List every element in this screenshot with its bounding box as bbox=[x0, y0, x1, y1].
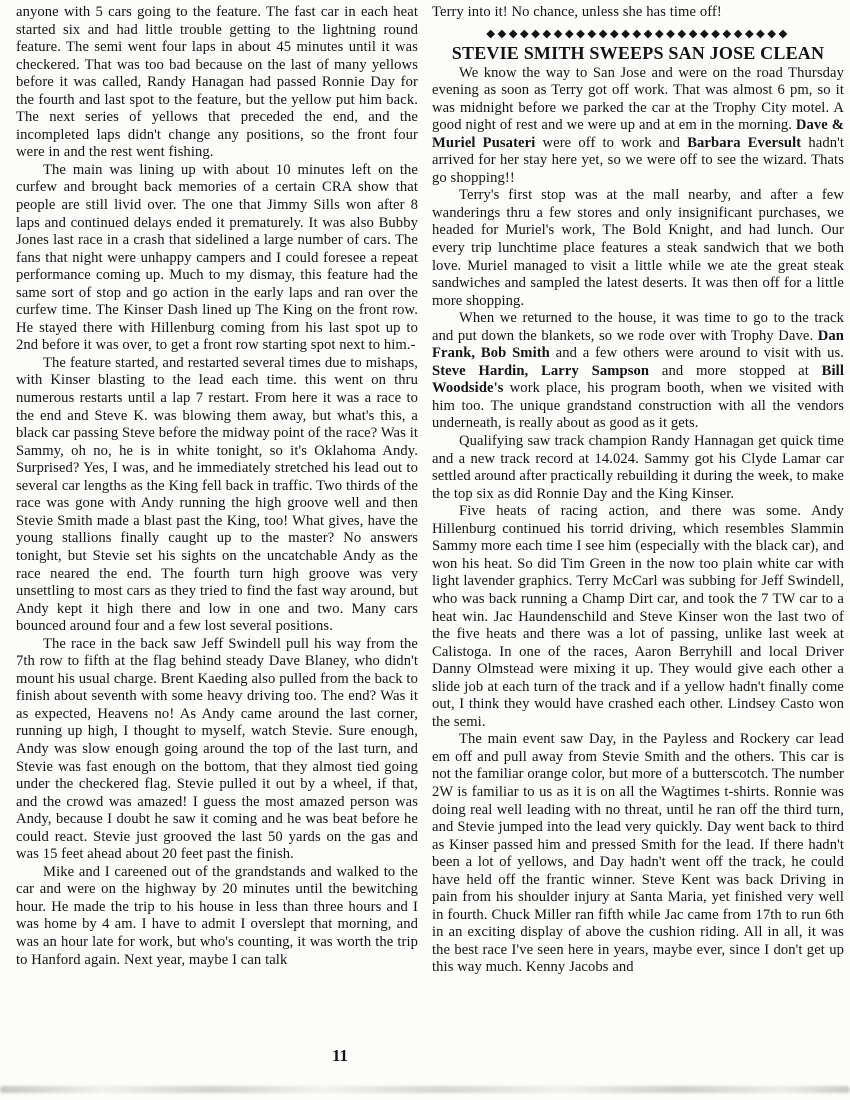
body-text: The main was lining up with about 10 minutes left on the curfew and brought back memories of a certain CRA show that people are still livid over. The one that Jimmy Sills won after 8 laps and continued delays ended it prematurely. It was also Bubby Jones last race in a crash that sidelined a large number of cars. The fans that night were unhappy campers and I could foresee a repeat performance coming up. Much to my dismay, this feature had the same sort of stop and go action in the early laps and ran over the curfew time. The Kinser Dash lined up The King on the front row. He stayed there with Hillenburg coming from his last spot up to 2nd before it was over, to get a front row starting spot next to him.- bbox=[16, 161, 418, 354]
body-text: anyone with 5 cars going to the feature. The fast car in each heat started six and had little trouble getting to the lightning round feature. The semi went four laps in about 45 minutes until it was checkered. That was too bad because on the last of many yellows before it was called, Randy Hanagan had passed Ronnie Day for the fourth and last spot to the feature, but the yellow put him back. The next series of yellows that preceded the end, and the incompleted laps didn't change any positions, so the front four were in and the rest went fishing. bbox=[16, 4, 418, 161]
paragraph bbox=[16, 4, 418, 162]
intro-continuation-line: Terry into it! No chance, unless she has time off! bbox=[432, 4, 722, 20]
paragraph bbox=[432, 310, 844, 433]
left-column bbox=[16, 4, 418, 969]
body-text: We know the way to San Jose and were on the road Thursday evening as soon as Terry got off work. That was almost 6 pm, so it was midnight before we parked the car at the Trophy City motel. A good night of rest and we were up and at em in the morning. bbox=[432, 64, 844, 134]
right-column bbox=[432, 4, 844, 977]
paragraph bbox=[16, 864, 418, 969]
paragraph bbox=[432, 65, 844, 188]
body-text: and more stopped at bbox=[649, 362, 822, 379]
page-number: 11 bbox=[331, 1046, 349, 1065]
bold-name-text: Barbara Eversult bbox=[687, 134, 802, 151]
body-text: and a few others were around to visit with us. bbox=[549, 345, 845, 362]
body-text: work place, his program booth, when we visited with him too. The unique grandstand construction with all the vendors underneath, is really about as good as it gets. bbox=[432, 380, 844, 432]
body-text: When we returned to the house, it was time to go to the track and put down the blankets, so we rode over with Trophy Dave. bbox=[432, 310, 844, 344]
paragraph bbox=[432, 731, 844, 977]
bold-name-text: Dan Frank, Bob Smith bbox=[432, 327, 844, 362]
body-text: Mike and I careened out of the grandstands and walked to the car and were on the highway by 20 minutes until the bewitching hour. He made the trip to his house in less than three hours and I was home by 4 am. I have to admit I overslept that morning, and was an hour late for work, but who's counting, it was worth the trip to Hanford again. Next year, maybe I can talk bbox=[16, 863, 418, 968]
article-headline: STEVIE SMITH SWEEPS SAN JOSE CLEAN bbox=[451, 42, 825, 63]
body-text: The feature started, and restarted several times due to mishaps, with Kinser blasting to the lead each time. this went on thru numerous restarts until a lap 7 restart. From here it was a race to the end and Steve K. was blowing them away, but what's this, a black car passing Steve before the midway point of the race? Was it Sammy, oh no, he is in white tonight, so it's Oklahoma Andy. Surprised? Yes, I was, and he immediately stretched his lead out to several car lengths as the King fell back in traffic. Two thirds of the race was gone with Andy running the high groove well and then Stevie Smith made a blast past the King, too! What gives, have the young stallions finally caught up to the master? No answers tonight, but Stevie set his sights on the uncatchable Andy as the race neared the end. The fourth turn high groove was very unsettling to most cars as they tried to find the fast way around, but Andy kept it high there and low in one and two. Many cars bounced around four and a few lost several positions. bbox=[16, 354, 418, 635]
body-text: hadn't arrived for her stay here yet, so we were off to see the wizard. Thats go shopping!! bbox=[432, 134, 844, 186]
bold-name-text: Steve Hardin, Larry Sampson bbox=[432, 362, 650, 379]
paragraph bbox=[16, 636, 418, 864]
body-text: Five heats of racing action, and there was some. Andy Hillenburg continued his torrid driving, which resembles Slammin Sammy more each time I see him (especially with the black car), and won his heat. So did Tim Green in the now too plain white car with light lavender graphics. Terry McCarl was subbing for Jeff Swindell, who was back running a Champ Dirt car, and took the 7 TW car to a heat win. Jac Haundenschild and Steve Kinser won the last two of the five heats and there was a lot of passing, unlike last week at Calistoga. In one of the races, Aaron Berryhill and local Driver Danny Olmstead were mixing it up. They would give each other a slide job at each turn of the track and if a yellow hadn't finally come out, I think they would have crashed each other. Lindsey Casto won the semi. bbox=[432, 503, 844, 730]
body-text: The main event saw Day, in the Payless and Rockery car lead em off and pull away from Stevie Smith and the others. This car is not the familiar orange color, but more of a butterscotch. The number 2W is familiar to us as it is on all the Wagtimes t-shirts. Ronnie was doing real well leading with no threat, until he ran off the third turn, and Stevie jumped into the lead very quickly. Day went back to third as Kinser passed him and pressed Smith for the lead. If there hadn't been a lot of yellows, and Day hadn't went off the track, he could have held off the frantic winner. Steve Kent was back Driving in pain from his shoulder injury at Santa Maria, yet finished very well in fourth. Chuck Miller ran fifth while Jac came from 17th to run 6th in an exciting display of above the cushion riding. All in all, it was the best race I've seen here in years, maybe ever, since I don't get up this way much. Kenny Jacobs and bbox=[432, 731, 844, 976]
body-text: Qualifying saw track champion Randy Hannagan get quick time and a new track record at 14.024. Sammy got his Clyde Lamar car settled around after practically rebuilding it during the week, to make the top six as did Ronnie Day and the King Kinser. bbox=[432, 433, 844, 502]
article-body bbox=[432, 65, 844, 977]
body-text: Terry's first stop was at the mall nearby, and after a few wanderings thru a few stores and only insignificant purchases, we headed for Muriel's work, The Bold Knight, and had lunch. Our every trip lunchtime place features a steak sandwich that we both love. Muriel managed to visit a little while we ate the great steak sandwiches and sampled the latest deserts. It was then off for a little more shopping. bbox=[432, 187, 844, 309]
paragraph bbox=[16, 355, 418, 636]
paragraph bbox=[432, 187, 844, 310]
diamond-divider: ◆◆◆◆◆◆◆◆◆◆◆◆◆◆◆◆◆◆◆◆◆◆◆◆◆◆◆ bbox=[486, 25, 790, 40]
body-text: The race in the back saw Jeff Swindell pull his way from the 7th row to fifth at the flag behind steady Dave Blaney, who didn't mount his usual charge. Brent Kaeding also pulled from the back to finish about seventh with some heavy driving too. The end? Was it as expected, Heavens no! As Andy came around the last corner, running up high, I thought to myself, watch Stevie. Sure enough, Andy was slow enough going around the top of the last turn, and Stevie was fast enough on the bottom, that they almost tied going under the checkered flag. Stevie pulled it out by a wheel, if that, and the crowd was amazed! I guess the most amazed person was Andy, because I doubt he saw it coming and he was beat before he could react. Stevie just grooved the last 50 yards on the gas and was 15 feet ahead about 20 feet past the finish. bbox=[16, 635, 418, 863]
paragraph bbox=[16, 162, 418, 355]
bold-name-text: Dave & Muriel Pusateri bbox=[432, 117, 845, 151]
paragraph bbox=[432, 503, 844, 731]
bold-name-text: Bill Woodside's bbox=[432, 362, 844, 397]
paragraph bbox=[432, 433, 844, 503]
body-text: were off to work and bbox=[535, 134, 688, 151]
scan-artifact-line bbox=[0, 1086, 850, 1093]
